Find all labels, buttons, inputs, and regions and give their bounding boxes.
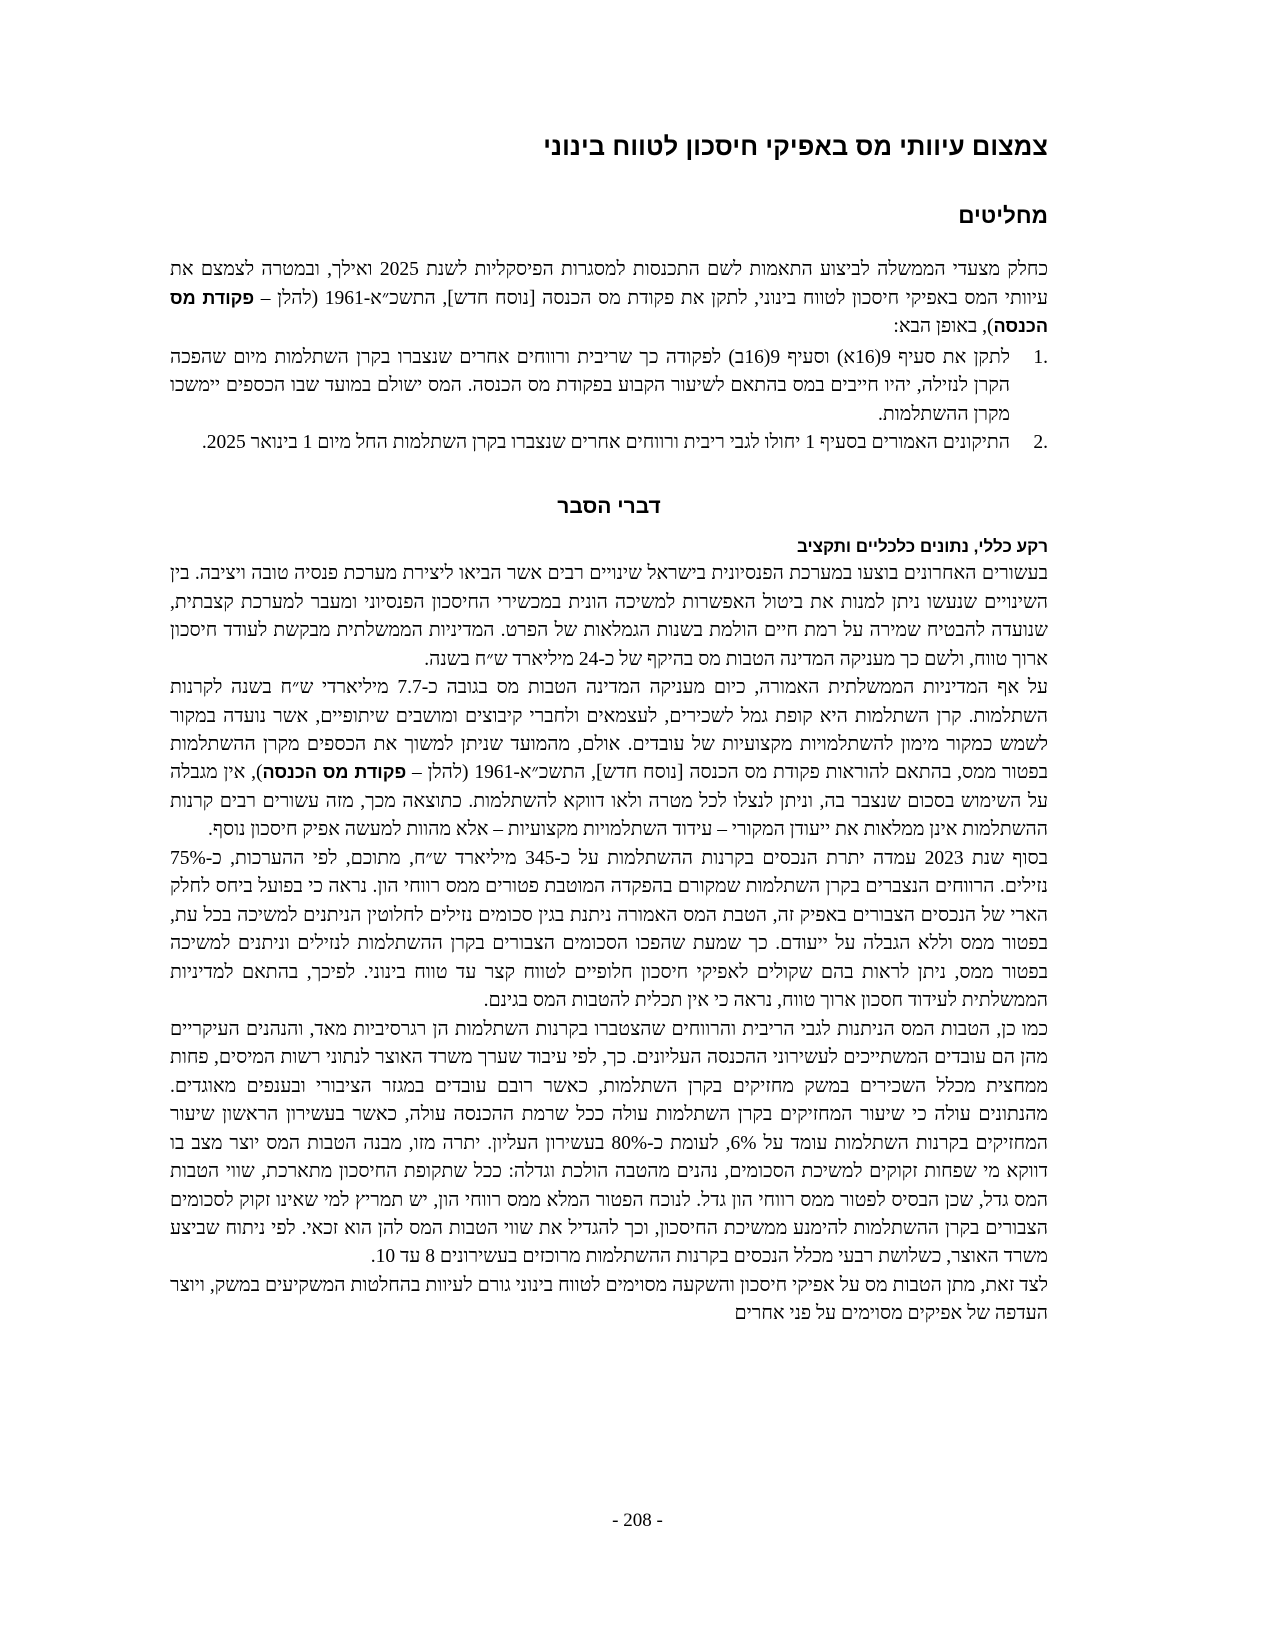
paragraph-text: לצד זאת, מתן הטבות מס על אפיקי חיסכון והשקעה מסוימים לטווח בינוני גורם לעיוות בהחלטות המשקיעים במשק, ויוצר העדפה של אפיקים מסוימים על פני אחרים bbox=[170, 1274, 1048, 1325]
paragraph-text-post: ), אין מגבלה על השימוש בסכום שנצבר בה, וניתן לנצלו לכל מטרה ולאו דווקא להשתלמות. כתוצאה מכך, מזה עשורים רבים קרנות ההשתלמות אינן ממלאות את ייעודן המקורי – עידוד השתלמויות מקצועיות – אלא מהוות למעשה אפיק חיסכון נוסף. bbox=[170, 762, 1048, 841]
income-tax-ordinance-term: פקודת מס הכנסה bbox=[262, 762, 407, 783]
section-heading-explanation: דברי הסבר bbox=[557, 494, 661, 518]
decisions-list bbox=[170, 344, 1048, 458]
decisions-intro-paragraph bbox=[170, 256, 1048, 342]
decision-item-text: לתקן את סעיף 9(16א) וסעיף 9(16ב) לפקודה כך שריבית ורווחים אחרים שנצברו בקרן השתלמות מיום שהפכה הקרן לנזילה, יהיו חייבים במס בהתאם לשיעור הקבוע בפקודת מס הכנסה. המס ישולם במועד שבו הכספים יימשכו מקרן ההשתלמות. bbox=[170, 346, 1010, 425]
explanation-body bbox=[170, 536, 1048, 1329]
page-title: צמצום עיוותי מס באפיקי חיסכון לטווח בינוני bbox=[543, 133, 1048, 161]
subheading-general-background: רקע כללי, נתונים כלכליים ותקציב bbox=[796, 537, 1048, 557]
income-tax-ordinance-term: פקודת מס הכנסה bbox=[170, 287, 1048, 337]
decision-item-text: התיקונים האמורים בסעיף 1 יחולו לגבי ריבית ורווחים אחרים שנצברו בקרן השתלמות החל מיום 1 בינואר 2025. bbox=[201, 432, 1010, 454]
paragraph-text: כמו כן, הטבות המס הניתנות לגבי הריבית והרווחים שהצטברו בקרנות השתלמות הן רגרסיביות מאד, והנהנים העיקריים מהן הם עובדים המשתייכים לעשירוני ההכנסה העליונים. כך, לפי עיבוד שערך משרד האוצר לנתוני רשות המיסים, פחות ממחצית מכלל השכירים במשק מחזיקים בקרן השתלמות, כאשר רובם עובדים במגזר הציבורי ובענפים מאוגדים. מהנתונים עולה כי שיעור המחזיקים בקרן השתלמות עולה ככל שרמת ההכנסה עולה, כאשר בעשירון הראשון שיעור המחזיקים בקרנות השתלמות עומד על 6%, לעומת כ-80% בעשירון העליון. יתרה מזו, מבנה הטבות המס יוצר מצב בו דווקא מי שפחות זקוקים למשיכת הסכומים, נהנים מהטבה הולכת וגדלה: ככל שתקופת החיסכון מתארכת, שווי הטבות המס גדל, שכן הבסיס לפטור ממס רווחי הון גדל. לנוכח הפטור המלא ממס רווחי הון, יש תמריץ למי שאינו זקוק לסכומים הצבורים בקרן ההשתלמות להימנע ממשיכת החיסכון, וכך להגדיל את שווי הטבות המס להן הוא זכאי. לפי ניתוח שביצע משרד האוצר, כשלושת רבעי מכלל הנכסים בקרנות ההשתלמות מרוכזים בעשירונים 8 עד 10. bbox=[170, 1018, 1048, 1268]
section-heading-decisions: מחליטים bbox=[958, 202, 1048, 228]
decisions-intro-text: כחלק מצעדי הממשלה לביצוע התאמות לשם התכנסות למסגרות הפיסקליות לשנת 2025 ואילך, ובמטרה לצמצם את עיוותי המס באפיקי חיסכון לטווח בינוני, לתקן את פקודת מס הכנסה [נוסח חדש], התשכ״א-1961 (להלן – bbox=[170, 259, 1048, 309]
explanation-paragraph-1 bbox=[170, 560, 1048, 674]
explanation-paragraph-4 bbox=[170, 1016, 1048, 1272]
page-number: - 208 - bbox=[612, 1510, 663, 1531]
decisions-intro-tail: ), באופן הבא: bbox=[893, 316, 994, 338]
paragraph-text: בסוף שנת 2023 עמדה יתרת הנכסים בקרנות ההשתלמות על כ-345 מיליארד ש״ח, מתוכם, לפי ההערכות, כ-75% נזילים. הרווחים הנצברים בקרן השתלמות שמקורם בהפקדה המוטבת פטורים ממס רווחי הון. נראה כי בפועל ביחס לחלק הארי של הנכסים הצבורים באפיק זה, הטבת המס האמורה ניתנת בגין סכומים נזילים לחלוטין הניתנים למשיכה בכל עת, בפטור ממס וללא הגבלה על ייעודם. כך שמעת שהפכו הסכומים הצבורים בקרן ההשתלמות לנזילים וניתנים למשיכה בפטור ממס, ניתן לראות בהם שקולים לאפיקי חיסכון חלופיים לטווח קצר עד טווח בינוני. לפיכך, בהתאם למדיניות הממשלתית לעידוד חסכון ארוך טווח, נראה כי אין תכלית להטבות המס בגינם. bbox=[170, 847, 1049, 1012]
explanation-paragraph-2 bbox=[170, 674, 1048, 845]
explanation-paragraph-3 bbox=[170, 845, 1048, 1016]
paragraph-text-pre: על אף המדיניות הממשלתית האמורה, כיום מעניקה המדינה הטבות מס בגובה כ-7.7 מיליארדי ש״ח בשנה לקרנות השתלמות. קרן השתלמות היא קופת גמל לשכירים, לעצמאים ולחברי קיבוצים ומושבים שיתופיים, אשר נועדה במקור לשמש כמקור מימון להשתלמויות מקצועיות של עובדים. אולם, מהמועד שניתן למשוך את הכספים מקרן ההשתלמות בפטור ממס, בהתאם להוראות פקודת מס הכנסה [נוסח חדש], התשכ״א-1961 (להלן – bbox=[170, 677, 1048, 784]
list-item bbox=[170, 429, 1048, 457]
list-item bbox=[170, 344, 1048, 429]
explanation-paragraph-5 bbox=[170, 1272, 1048, 1329]
paragraph-text: בעשורים האחרונים בוצעו במערכת הפנסיונית בישראל שינויים רבים אשר הביאו ליצירת מערכת פנסיה טובה ויציבה. בין השינויים שנעשו ניתן למנות את ביטול האפשרות למשיכה הונית במכשירי החיסכון הפנסיוני ומעבר למערכת קצבתית, שנועדה להבטיח שמירה על רמת חיים הולמת בשנות הגמלאות של הפרט. המדיניות הממשלתית מבקשת לעודד חיסכון ארוך טווח, ולשם כך מעניקה המדינה הטבות מס בהיקף של כ-24 מיליארד ש״ח בשנה. bbox=[170, 563, 1048, 670]
